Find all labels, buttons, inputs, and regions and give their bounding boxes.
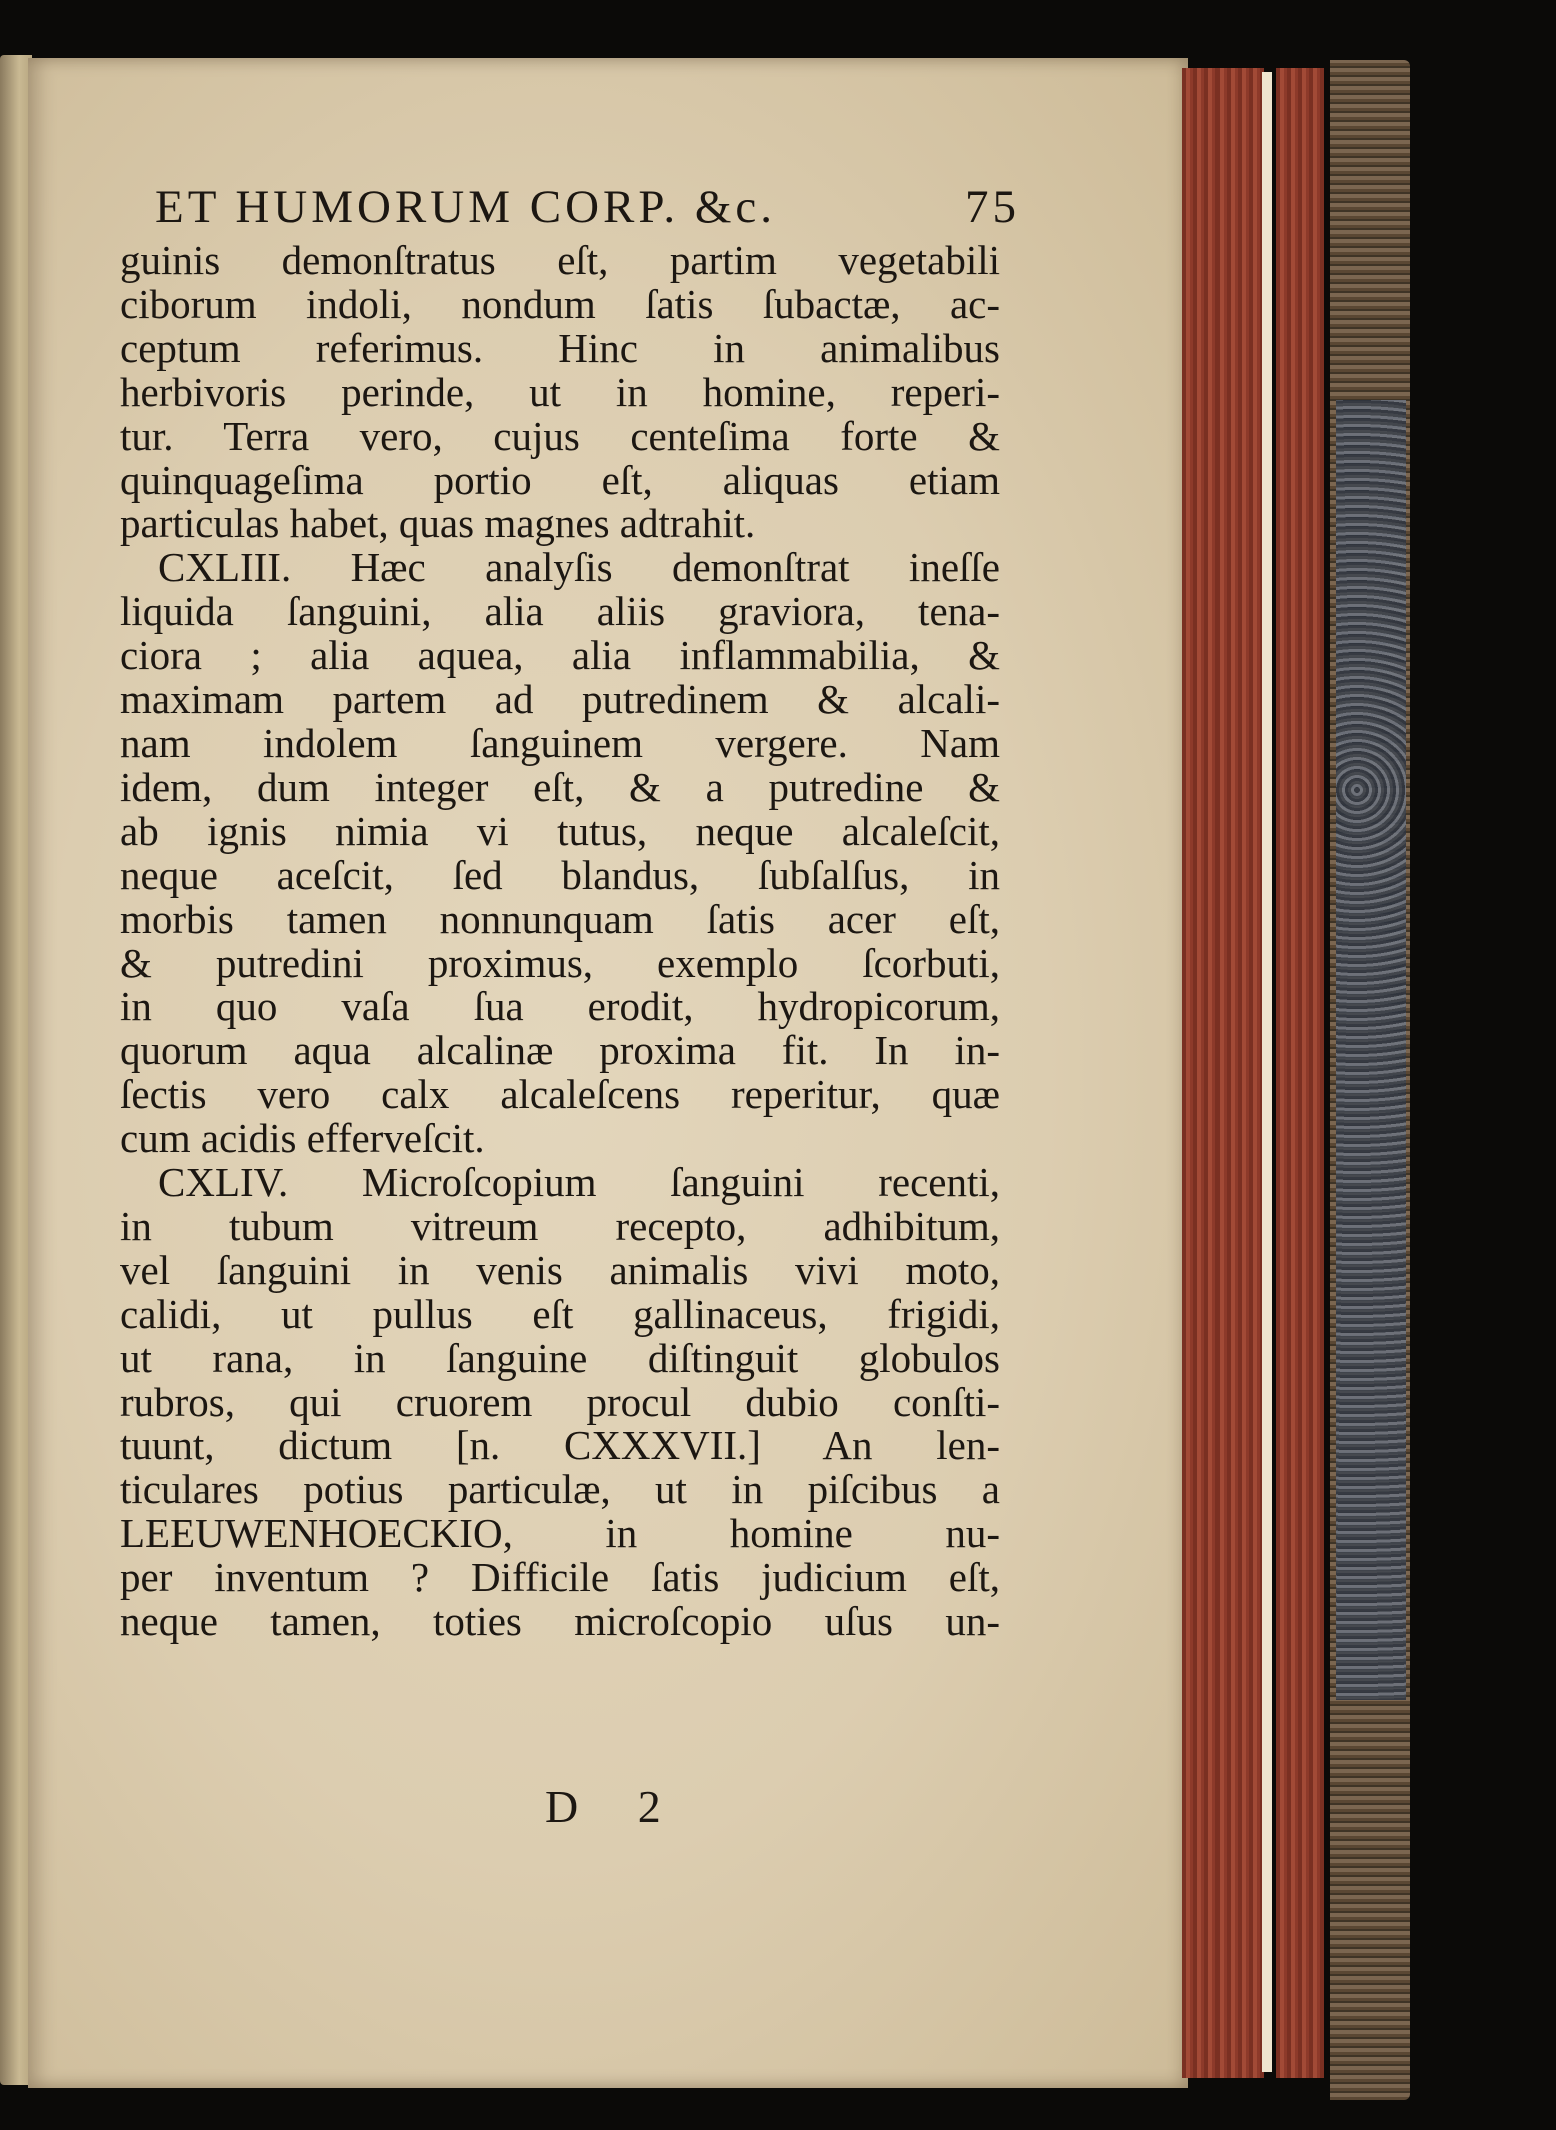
text-line: ciora ; alia aquea, alia inflammabilia, & xyxy=(120,632,1000,679)
text-line: per inventum ? Difficile ſatis judicium eſt, xyxy=(120,1554,1000,1601)
text-line: neque tamen, toties microſcopio uſus un- xyxy=(120,1598,1000,1645)
running-head xyxy=(155,175,1020,239)
page-text xyxy=(120,175,1020,1645)
text-line: ciborum indoli, nondum ſatis ſubactæ, ac- xyxy=(120,280,1000,327)
text-line: & putredini proximus, exemplo ſcorbuti, xyxy=(120,939,1000,986)
page-edges-red-2 xyxy=(1216,68,1264,2078)
text-line: particulas habet, quas magnes adtrahit. xyxy=(120,500,756,547)
text-line: tuunt, dictum [n. CXXXVII.] An len- xyxy=(120,1422,1000,1469)
text-line: CXLIV. Microſcopium ſanguini recenti, xyxy=(158,1159,1000,1206)
text-line: ceptum referimus. Hinc in animalibus xyxy=(120,324,1000,371)
text-line: cum acidis efferveſcit. xyxy=(120,1115,485,1162)
text-line: guinis demonſtratus eſt, partim vegetabili xyxy=(120,237,1000,283)
text-line: tur. Terra vero, cujus centeſima forte & xyxy=(120,412,1000,459)
text-line: idem, dum integer eſt, & a putredine & xyxy=(120,763,1000,810)
text-line: ab ignis nimia vi tutus, neque alcaleſcit, xyxy=(120,807,1000,854)
text-line: ut rana, in ſanguine diſtinguit globulos xyxy=(120,1334,1000,1381)
text-line: morbis tamen nonnunquam ſatis acer eſt, xyxy=(120,895,1000,942)
page-edge-light xyxy=(1262,72,1272,2072)
text-line: in tubum vitreum recepto, adhibitum, xyxy=(120,1202,1000,1249)
text-line: nam indolem ſanguinem vergere. Nam xyxy=(120,719,1000,766)
text-line: rubros, qui cruorem procul dubio conſti- xyxy=(120,1378,1000,1425)
page-edges-red-3 xyxy=(1276,68,1324,2078)
running-head-title: ET HUMORUM CORP. &c. xyxy=(155,181,777,233)
text-line: CXLIII. Hæc analyſis demonſtrat ineſſe xyxy=(158,544,1000,591)
marbled-cover xyxy=(1336,400,1406,1700)
signature-mark: D 2 xyxy=(545,1781,685,1832)
text-line: neque aceſcit, ſed blandus, ſubſalſus, in xyxy=(120,851,1000,898)
text-line: ſectis vero calx alcaleſcens reperitur, quæ xyxy=(120,1071,1000,1118)
text-line: ticulares potius particulæ, ut in piſcibus a xyxy=(120,1466,1000,1513)
text-line: in quo vaſa ſua erodit, hydropicorum, xyxy=(120,983,1000,1030)
text-line: quinquageſima portio eſt, aliquas etiam xyxy=(120,456,1000,503)
text-line: calidi, ut pullus eſt gallinaceus, frigidi, xyxy=(120,1290,1000,1337)
text-line: vel ſanguini in venis animalis vivi moto, xyxy=(120,1246,1000,1293)
text-line: LEEUWENHOECKIO, in homine nu- xyxy=(120,1510,1000,1557)
text-line: liquida ſanguini, alia aliis graviora, tena- xyxy=(120,588,1000,635)
text-line: herbivoris perinde, ut in homine, reperi- xyxy=(120,368,1000,415)
text-line: quorum aqua alcalinæ proxima fit. In in- xyxy=(120,1027,1000,1074)
page-number: 75 xyxy=(965,181,1020,233)
body-text xyxy=(120,239,1000,1644)
text-line: maximam partem ad putredinem & alcali- xyxy=(120,676,1000,723)
